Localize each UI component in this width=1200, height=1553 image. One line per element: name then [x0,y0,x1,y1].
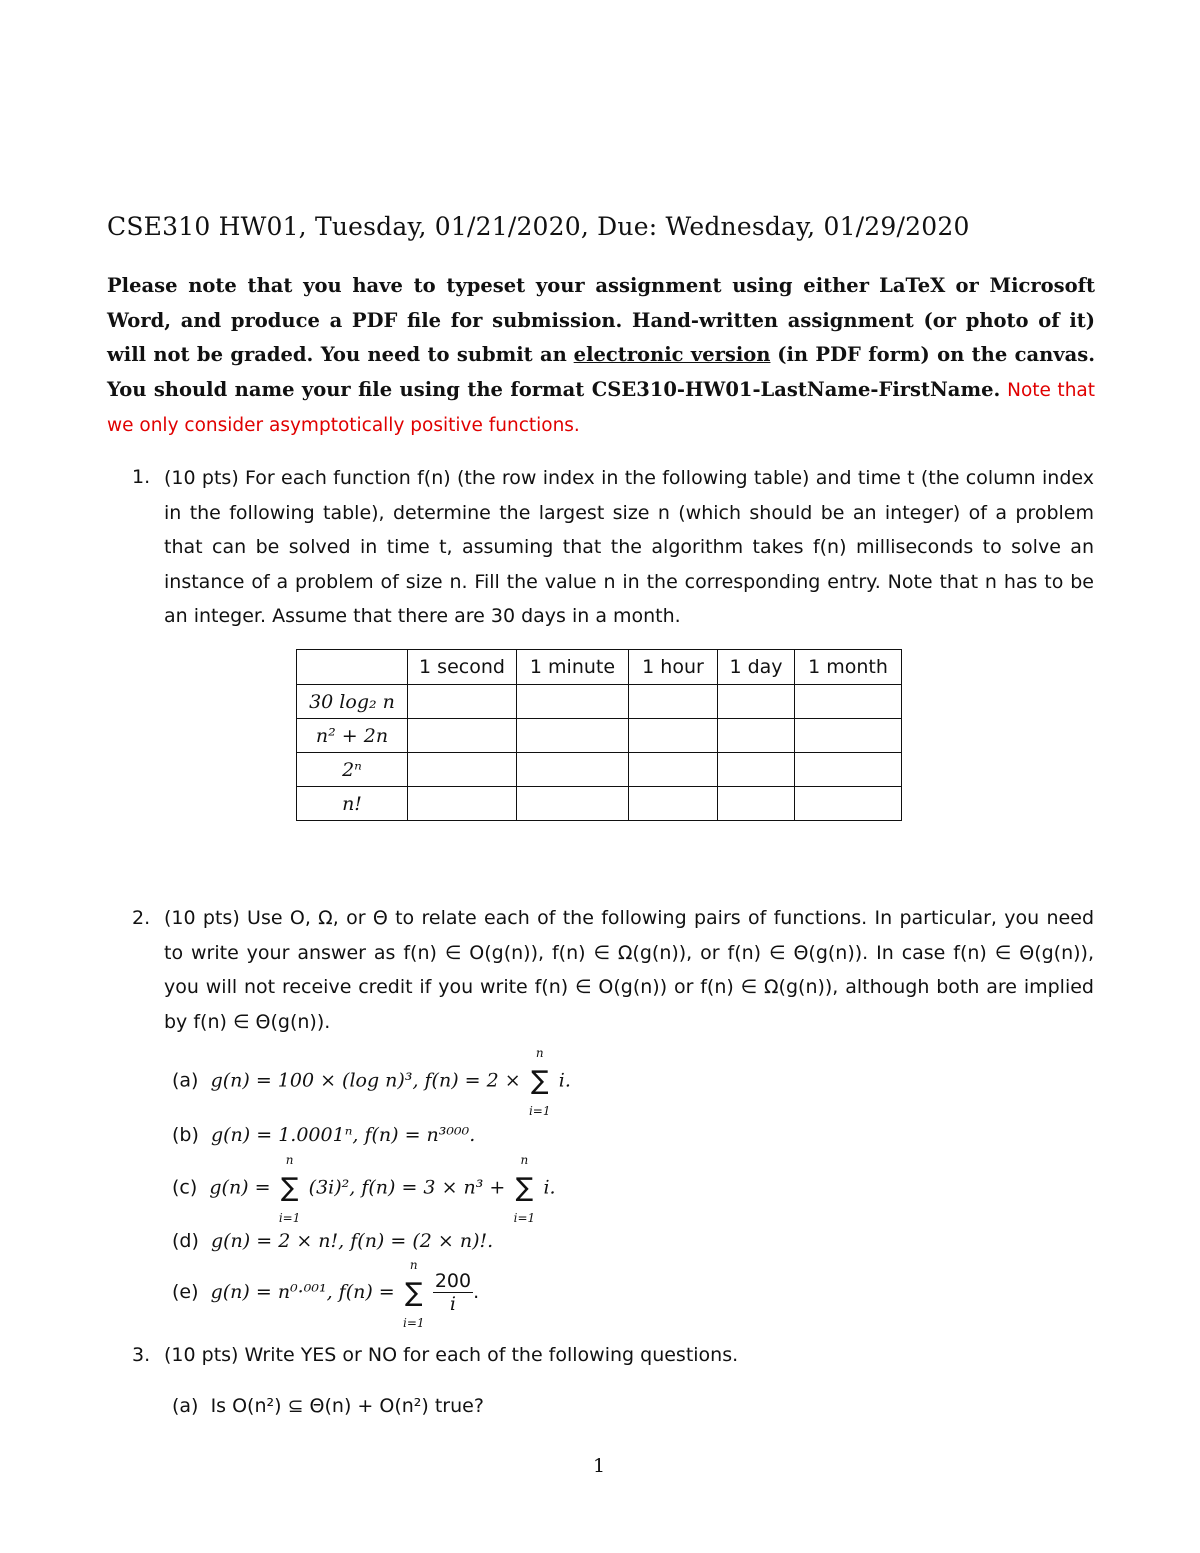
answer-cell [517,685,629,719]
fraction [433,1270,473,1315]
answer-cell [408,719,517,753]
question-1-number: 1. [132,466,151,488]
column-header: 1 hour [629,650,718,685]
question-2d [172,1230,493,1252]
question-2c-rhs: i. [543,1176,556,1199]
question-2a [172,1046,571,1118]
question-2a-lhs: g(n) = 100 × (log n)³, f(n) = 2 × [210,1069,521,1092]
row-header: n! [297,787,408,821]
summation-upper: n [285,1153,294,1167]
answer-cell [629,753,718,787]
table-row [297,753,902,787]
instructions-part-3: (in PDF form) on the canvas. You should name your file using the format CSE310-HW01-LastName-FirstName. [107,343,1096,401]
answer-cell [408,787,517,821]
summation-upper: n [409,1257,418,1272]
answer-cell [795,719,902,753]
column-header: 1 second [408,650,517,685]
answer-cell [795,787,902,821]
question-2a-rhs: i. [558,1069,571,1092]
question-3a [172,1395,484,1417]
question-2c-label: (c) [172,1176,198,1199]
summation-lower: i=1 [403,1315,425,1330]
row-header: n² + 2n [297,719,408,753]
question-2e-end: . [473,1281,480,1303]
answer-cell [795,753,902,787]
question-2b-text: g(n) = 1.0001ⁿ, f(n) = n³⁰⁰⁰. [210,1124,476,1146]
answer-cell [629,787,718,821]
answer-cell [517,719,629,753]
question-3a-text: Is O(n²) ⊆ Θ(n) + O(n²) true? [210,1395,484,1417]
question-2e-label: (e) [172,1281,199,1303]
row-header: 2ⁿ [297,753,408,787]
summation-lower: i=1 [513,1211,536,1225]
submission-instructions [107,269,1095,444]
summation-symbol: n ∑ i=1 [277,1175,303,1201]
question-2-number: 2. [132,907,151,929]
instructions-part-1: Please note that you have to typeset your assignment using either [107,274,869,297]
answer-cell [408,753,517,787]
asymptotic-note: Note that we only consider asymptotically positive functions. [107,379,1096,436]
question-3-text: (10 pts) Write YES or NO for each of the following questions. [164,1344,739,1366]
answer-cell [517,787,629,821]
column-header: 1 month [795,650,902,685]
row-header: 30 log₂ n [297,685,408,719]
column-header: 1 day [718,650,795,685]
table-corner-cell [297,650,408,685]
column-header: 1 minute [517,650,629,685]
page-title: CSE310 HW01, Tuesday, 01/21/2020, Due: Wednesday, 01/29/2020 [107,212,970,241]
answer-cell [718,719,795,753]
summation-lower: i=1 [528,1104,551,1118]
summation-symbol: n ∑ i=1 [401,1280,427,1306]
table-row [297,685,902,719]
page-number: 1 [593,1455,606,1477]
answer-cell [517,753,629,787]
instructions-part-2: or Microsoft Word, and produce a PDF file for submission. Hand-written assignment (or photo of it) will not be graded. You need to submit an [107,274,1096,366]
question-2d-text: g(n) = 2 × n!, f(n) = (2 × n)!. [210,1230,494,1252]
question-3a-label: (a) [172,1395,199,1417]
question-2a-label: (a) [172,1069,199,1092]
table-header-row [297,650,902,685]
question-2b-label: (b) [172,1124,199,1146]
answer-cell [795,685,902,719]
answer-cell [408,685,517,719]
question-2c-mid: (3i)², f(n) = 3 × n³ + [308,1176,506,1199]
summation-symbol: n ∑ i=1 [511,1175,537,1201]
summation-upper: n [535,1046,544,1060]
question-2b [172,1124,475,1146]
question-2e-lhs: g(n) = n⁰·⁰⁰¹, f(n) = [210,1281,395,1303]
summation-symbol: n ∑ i=1 [527,1068,553,1094]
table-row [297,787,902,821]
fraction-numerator: 200 [434,1270,472,1292]
question-2e [172,1257,480,1330]
electronic-version-emphasis: electronic version [573,343,771,366]
answer-cell [718,787,795,821]
table-row [297,719,902,753]
question-1-text: (10 pts) For each function f(n) (the row index in the following table) and time t (the column index in the following table), determine the largest size n (which should be an integer) of a problem that can be solved in time t, assuming that the algorithm takes f(n) milliseconds to solve an instance of a problem of size n. Fill the value n in the corresponding entry. Note that n has to be an integer. Assume that there are 30 days in a month. [164,467,1094,627]
question-3-number: 3. [132,1344,151,1366]
runtime-table [296,649,902,821]
question-2d-label: (d) [172,1230,199,1252]
answer-cell [718,753,795,787]
summation-lower: i=1 [278,1211,301,1225]
answer-cell [629,719,718,753]
question-2c-lhs: g(n) = [209,1176,271,1199]
question-2-text: (10 pts) Use O, Ω, or Θ to relate each of the following pairs of functions. In particular, you need to write your answer as f(n) ∈ O(g(n)), f(n) ∈ Ω(g(n)), or f(n) ∈ Θ(g(n)). In case f(n) ∈ Θ(g(n)), you will not receive credit if you write f(n) ∈ O(g(n)) or f(n) ∈ Ω(g(n)), although both are implied by f(n) ∈ Θ(g(n)). [164,907,1094,1033]
answer-cell [629,685,718,719]
answer-cell [718,685,795,719]
summation-upper: n [520,1153,529,1167]
latex-logo: LaTeX [879,274,946,297]
question-2c [172,1153,556,1225]
fraction-denominator: i [449,1293,456,1315]
